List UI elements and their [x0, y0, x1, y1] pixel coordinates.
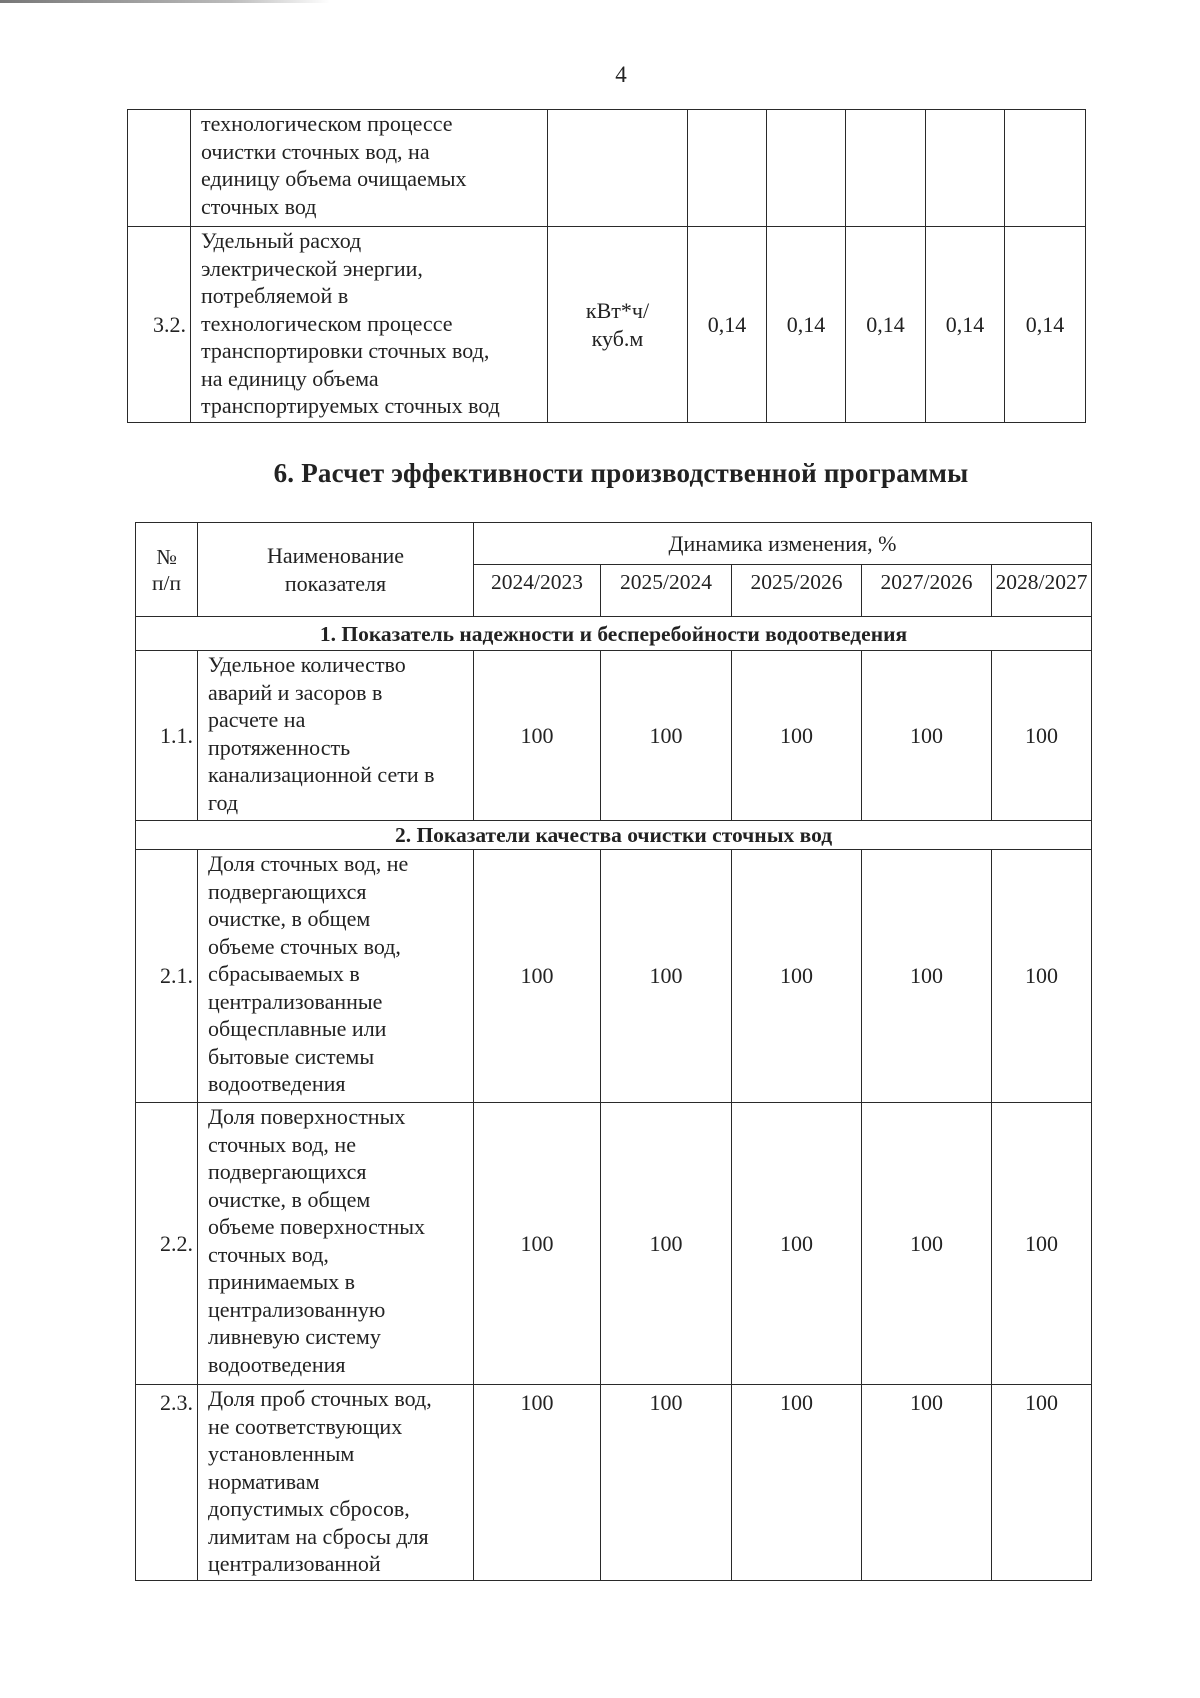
text-line: год	[208, 789, 239, 815]
text-line: установленным	[208, 1441, 355, 1466]
text-line: водоотведения	[208, 1351, 346, 1377]
cell-num: 2.3.	[136, 1385, 198, 1581]
text-line: допустимых сбросов,	[208, 1496, 410, 1521]
text-line: расчете на	[208, 707, 306, 732]
cell-value: 0,14	[688, 227, 767, 423]
text-line: №	[156, 544, 177, 569]
header-period: 2024/2023	[474, 565, 601, 617]
text-line: водоотведения	[208, 1071, 346, 1096]
cell-name	[198, 651, 474, 821]
cell-value: 0,14	[926, 227, 1005, 423]
cell-num	[128, 110, 191, 227]
text-line: объеме поверхностных	[208, 1214, 426, 1239]
table-row	[128, 227, 1086, 423]
text-line: кВт*ч/	[585, 298, 650, 323]
group-title: 1. Показатель надежности и бесперебойности водоотведения	[136, 617, 1092, 651]
scan-edge-artifact	[0, 0, 330, 3]
table-row	[136, 1385, 1092, 1581]
text-line: показателя	[284, 570, 387, 596]
table-row	[136, 850, 1092, 1103]
text-line: технологическом процессе	[201, 310, 453, 336]
cell-value: 100	[601, 651, 732, 821]
cell-value	[846, 110, 926, 227]
text-line: сбрасываемых в	[208, 961, 360, 986]
cell-value: 100	[601, 1103, 732, 1385]
text-line: транспортируемых сточных вод	[201, 393, 500, 418]
cell-value: 100	[862, 651, 992, 821]
header-period: 2027/2026	[862, 565, 992, 617]
text-line: подвергающихся	[208, 1159, 367, 1184]
page-number: 4	[615, 62, 627, 87]
cell-value: 100	[474, 1385, 601, 1581]
group-row	[136, 821, 1092, 850]
cell-value: 100	[732, 651, 862, 821]
cell-name	[191, 227, 548, 423]
cell-value: 100	[862, 1385, 992, 1581]
cell-value: 100	[732, 1103, 862, 1385]
text-line: нормативам	[208, 1468, 320, 1494]
cell-num: 2.2.	[136, 1103, 198, 1385]
text-line: очистке, в общем	[208, 906, 371, 931]
text-line: Удельное количество	[208, 652, 406, 677]
cell-num: 1.1.	[136, 651, 198, 821]
text-line: централизованные	[208, 988, 383, 1014]
text-line: бытовые системы	[208, 1043, 375, 1069]
text-line: централизованную	[208, 1296, 386, 1322]
text-line: лимитам на сбросы для	[208, 1523, 429, 1549]
cell-num: 3.2.	[128, 227, 191, 423]
cell-value: 100	[601, 850, 732, 1103]
cell-value: 100	[992, 1103, 1092, 1385]
cell-value: 100	[474, 850, 601, 1103]
cell-value	[767, 110, 846, 227]
cell-value: 100	[474, 1103, 601, 1385]
text-line: куб.м	[591, 325, 644, 351]
text-line: очистке, в общем	[208, 1186, 371, 1212]
cell-value: 100	[862, 850, 992, 1103]
text-line: сточных вод	[201, 193, 317, 219]
cell-value: 100	[474, 651, 601, 821]
text-line: централизованной	[208, 1551, 381, 1576]
text-line: не соответствующих	[208, 1413, 403, 1439]
cell-value	[1005, 110, 1086, 227]
text-line: ливневую систему	[208, 1324, 381, 1349]
cell-name	[198, 1103, 474, 1385]
cell-unit	[548, 227, 688, 423]
text-line: аварий и засоров в	[208, 679, 383, 705]
header-period: 2028/2027	[992, 565, 1092, 617]
text-line: Наименование	[266, 543, 405, 568]
cell-name	[198, 1385, 474, 1581]
cell-value: 0,14	[1005, 227, 1086, 423]
group-row	[136, 617, 1092, 651]
header-period: 2025/2024	[601, 565, 732, 617]
cell-value	[688, 110, 767, 227]
cell-value: 0,14	[846, 227, 926, 423]
table-row	[136, 651, 1092, 821]
text-line: протяженность	[208, 734, 351, 760]
text-line: электрической энергии,	[201, 255, 423, 281]
text-line: Удельный расход	[201, 228, 362, 253]
cell-value: 100	[732, 1385, 862, 1581]
text-line: принимаемых в	[208, 1269, 355, 1294]
text-line: объеме сточных вод,	[208, 933, 401, 959]
table-row	[136, 1103, 1092, 1385]
text-line: сточных вод,	[208, 1241, 329, 1267]
text-line: потребляемой в	[201, 283, 349, 308]
text-line: Доля проб сточных вод,	[208, 1386, 432, 1411]
header-name	[198, 523, 474, 617]
cell-unit	[548, 110, 688, 227]
text-line: канализационной сети в	[208, 762, 435, 787]
text-line: Доля поверхностных	[208, 1104, 406, 1129]
table-row	[128, 110, 1086, 227]
text-line: подвергающихся	[208, 878, 367, 904]
header-num	[136, 523, 198, 617]
cell-value: 100	[992, 1385, 1092, 1581]
cell-value: 100	[992, 850, 1092, 1103]
group-title: 2. Показатели качества очистки сточных вод	[136, 821, 1092, 850]
text-line: технологическом процессе	[201, 111, 453, 136]
cell-name	[191, 110, 548, 227]
efficiency-table	[135, 522, 1092, 1581]
cell-num: 2.1.	[136, 850, 198, 1103]
section-title: 6. Расчет эффективности производственной программы	[273, 458, 969, 488]
cell-value: 100	[862, 1103, 992, 1385]
cell-value: 100	[732, 850, 862, 1103]
header-dynamics: Динамика изменения, %	[474, 523, 1092, 565]
cell-value: 100	[992, 651, 1092, 821]
cell-name	[198, 850, 474, 1103]
indicators-table-continued	[127, 109, 1086, 423]
text-line: общесплавные или	[208, 1016, 387, 1041]
cell-value	[926, 110, 1005, 227]
text-line: единицу объема очищаемых	[201, 166, 467, 191]
header-period: 2025/2026	[732, 565, 862, 617]
text-line: п/п	[152, 570, 181, 595]
text-line: на единицу объема	[201, 365, 379, 391]
text-line: транспортировки сточных вод,	[201, 338, 490, 363]
header-row	[136, 523, 1092, 565]
cell-value: 100	[601, 1385, 732, 1581]
text-line: сточных вод, не	[208, 1131, 356, 1157]
text-line: очистки сточных вод, на	[201, 138, 430, 164]
cell-value: 0,14	[767, 227, 846, 423]
text-line: Доля сточных вод, не	[208, 851, 409, 876]
